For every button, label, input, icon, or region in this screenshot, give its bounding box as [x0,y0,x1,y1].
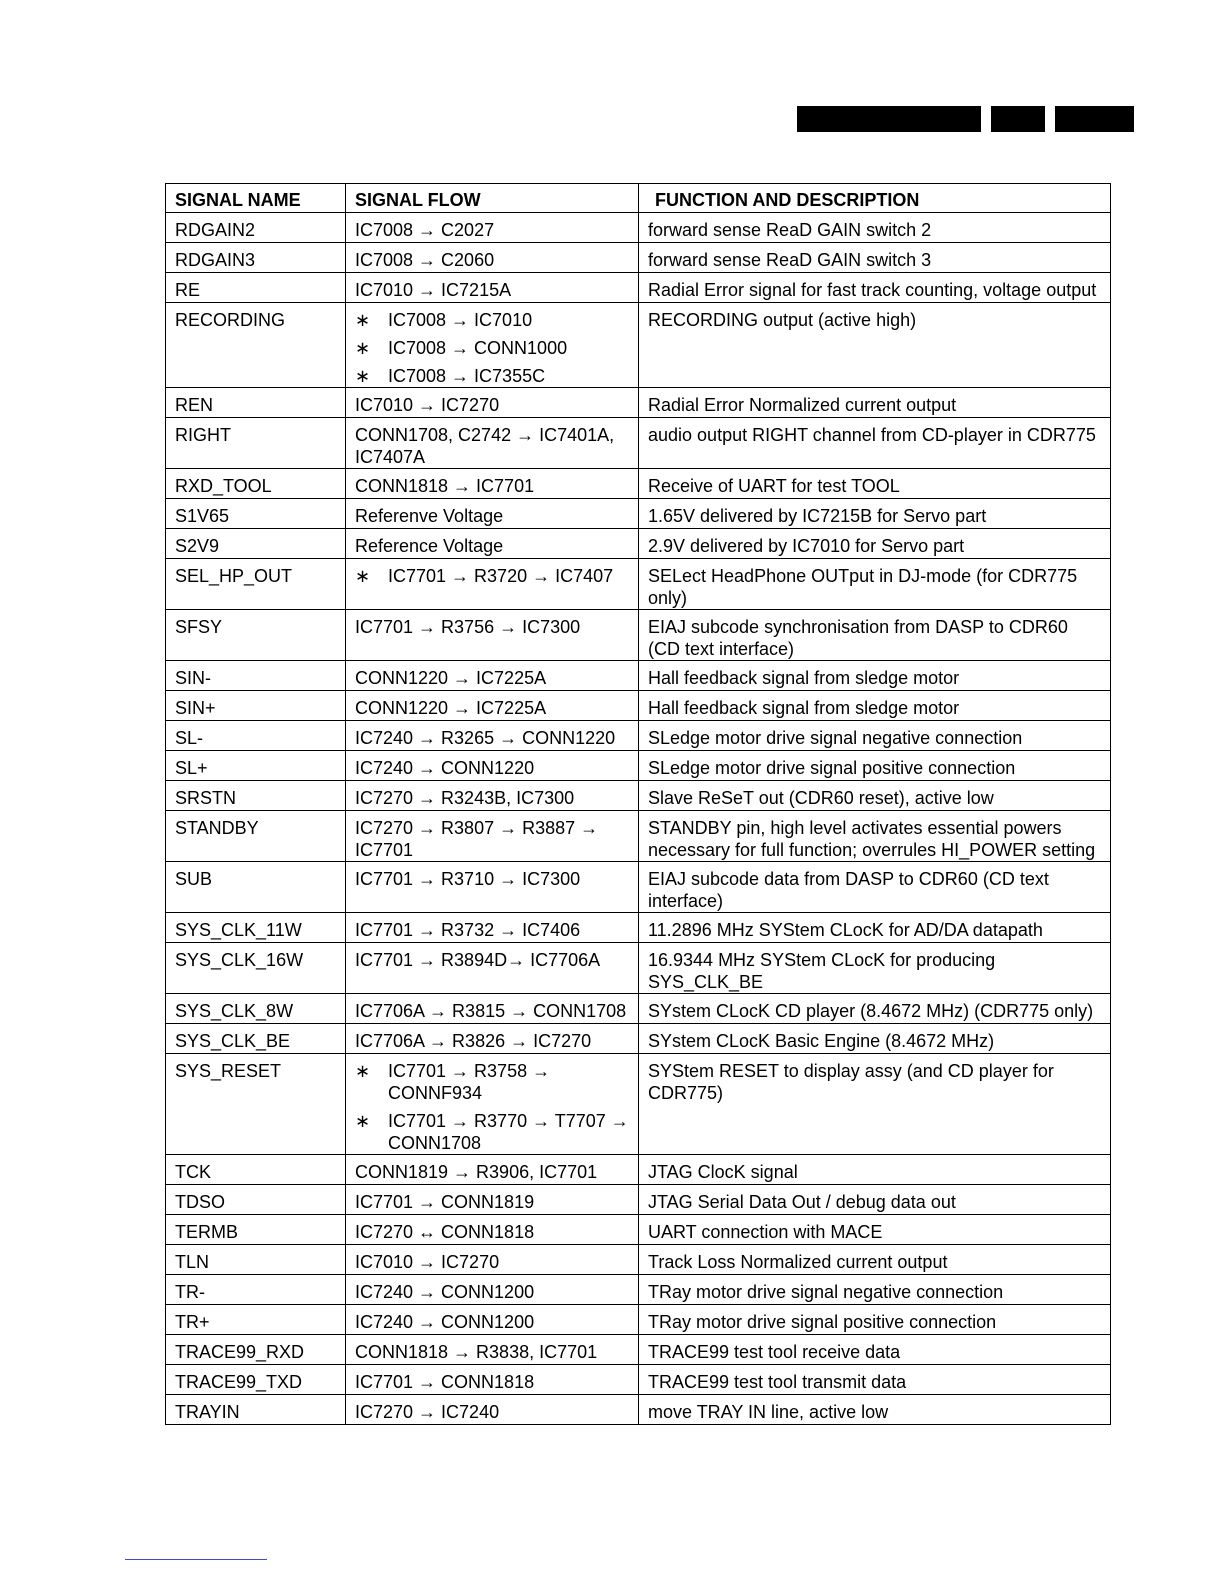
description-cell: Slave ReSeT out (CDR60 reset), active low [639,781,1111,811]
signal-flow-cell: CONN1220 → IC7225A [346,691,639,721]
signal-table [165,183,1111,1425]
table-row [166,1215,1111,1245]
signal-flow-cell: IC7240 → CONN1200 [346,1305,639,1335]
table-row [166,1275,1111,1305]
signal-flow-cell: IC7270 → R3243B, IC7300 [346,781,639,811]
signal-flow-bullet: ∗ IC7008 → IC7355C [355,365,629,387]
description-cell: SLedge motor drive signal positive connection [639,751,1111,781]
signal-name-cell: TLN [166,1245,346,1275]
footer-link-underline [125,1559,267,1560]
table-row [166,610,1111,661]
description-cell: Track Loss Normalized current output [639,1245,1111,1275]
description-cell: Hall feedback signal from sledge motor [639,691,1111,721]
signal-name-cell: TERMB [166,1215,346,1245]
table-row [166,1305,1111,1335]
table-row [166,913,1111,943]
signal-flow-cell: IC7701 → R3710 → IC7300 [346,862,639,913]
table-row [166,273,1111,303]
signal-name-cell: REN [166,388,346,418]
description-cell: TRACE99 test tool receive data [639,1335,1111,1365]
table-row [166,862,1111,913]
table-row [166,213,1111,243]
signal-name-cell: TR- [166,1275,346,1305]
description-cell: SYstem CLocK Basic Engine (8.4672 MHz) [639,1024,1111,1054]
signal-name-cell: SYS_CLK_8W [166,994,346,1024]
signal-name-cell: TRAYIN [166,1395,346,1425]
table-row [166,1185,1111,1215]
signal-flow-cell: Referenve Voltage [346,499,639,529]
description-cell: audio output RIGHT channel from CD-player in CDR775 [639,418,1111,469]
table-row [166,994,1111,1024]
signal-name-cell: TR+ [166,1305,346,1335]
description-cell: TRay motor drive signal negative connection [639,1275,1111,1305]
signal-flow-cell: IC7270 ↔ CONN1818 [346,1215,639,1245]
signal-flow-bullet: ∗ IC7008 → CONN1000 [355,337,629,359]
table-row [166,499,1111,529]
signal-flow-cell: IC7701 → CONN1819 [346,1185,639,1215]
signal-name-cell: STANDBY [166,811,346,862]
signal-name-cell: S1V65 [166,499,346,529]
column-header-signal-flow: SIGNAL FLOW [346,184,639,213]
table-row [166,1395,1111,1425]
signal-flow-cell: IC7010 → IC7270 [346,1245,639,1275]
description-cell: forward sense ReaD GAIN switch 2 [639,213,1111,243]
table-row [166,529,1111,559]
description-cell: RECORDING output (active high) [639,303,1111,388]
signal-flow-cell [346,303,639,388]
signal-flow-bullet: ∗ IC7008 → IC7010 [355,309,629,331]
table-row [166,1245,1111,1275]
signal-name-cell: S2V9 [166,529,346,559]
header-black-bar [991,106,1045,132]
table-row [166,303,1111,388]
description-cell: move TRAY IN line, active low [639,1395,1111,1425]
signal-flow-cell: IC7701 → R3894D→ IC7706A [346,943,639,994]
signal-name-cell: RE [166,273,346,303]
header-black-bar [1055,106,1134,132]
description-cell: EIAJ subcode synchronisation from DASP to CDR60 (CD text interface) [639,610,1111,661]
table-header-row [166,184,1111,213]
signal-flow-cell: IC7701 → R3756 → IC7300 [346,610,639,661]
signal-flow-cell [346,559,639,610]
description-cell: UART connection with MACE [639,1215,1111,1245]
table-row [166,388,1111,418]
signal-flow-cell: CONN1708, C2742 → IC7401A, IC7407A [346,418,639,469]
description-cell: STANDBY pin, high level activates essential powers necessary for full function; overrules HI_POWER setting [639,811,1111,862]
description-cell: 11.2896 MHz SYStem CLocK for AD/DA datapath [639,913,1111,943]
signal-flow-cell: IC7270 → R3807 → R3887 → IC7701 [346,811,639,862]
signal-name-cell: TDSO [166,1185,346,1215]
description-cell: TRACE99 test tool transmit data [639,1365,1111,1395]
description-cell: 1.65V delivered by IC7215B for Servo part [639,499,1111,529]
signal-name-cell: SRSTN [166,781,346,811]
description-cell: Receive of UART for test TOOL [639,469,1111,499]
description-cell: SLedge motor drive signal negative connection [639,721,1111,751]
signal-name-cell: RECORDING [166,303,346,388]
table-row [166,943,1111,994]
description-cell: Radial Error Normalized current output [639,388,1111,418]
description-cell: SYStem RESET to display assy (and CD player for CDR775) [639,1054,1111,1155]
signal-flow-cell: IC7706A → R3815 → CONN1708 [346,994,639,1024]
table-row [166,811,1111,862]
signal-flow-bullet: ∗ IC7701 → R3770 → T7707 → CONN1708 [355,1110,629,1154]
table-row [166,1365,1111,1395]
signal-flow-cell: IC7008 → C2060 [346,243,639,273]
signal-name-cell: RDGAIN2 [166,213,346,243]
table-row [166,721,1111,751]
signal-name-cell: TRACE99_TXD [166,1365,346,1395]
signal-flow-cell: CONN1819 → R3906, IC7701 [346,1155,639,1185]
table-row [166,1054,1111,1155]
signal-flow-cell: IC7240 → R3265 → CONN1220 [346,721,639,751]
table-row [166,1335,1111,1365]
signal-name-cell: SUB [166,862,346,913]
signal-name-cell: SYS_CLK_BE [166,1024,346,1054]
column-header-function: FUNCTION AND DESCRIPTION [639,184,1111,213]
description-cell: JTAG Serial Data Out / debug data out [639,1185,1111,1215]
signal-flow-cell: IC7240 → CONN1200 [346,1275,639,1305]
signal-name-cell: SL+ [166,751,346,781]
table-row [166,469,1111,499]
table-row [166,751,1111,781]
signal-flow-cell: CONN1818 → IC7701 [346,469,639,499]
description-cell: 16.9344 MHz SYStem CLocK for producing SYS_CLK_BE [639,943,1111,994]
signal-flow-cell [346,1054,639,1155]
signal-flow-cell: IC7701 → R3732 → IC7406 [346,913,639,943]
description-cell: forward sense ReaD GAIN switch 3 [639,243,1111,273]
column-header-signal-name: SIGNAL NAME [166,184,346,213]
description-cell: EIAJ subcode data from DASP to CDR60 (CD text interface) [639,862,1111,913]
table-row [166,691,1111,721]
signal-name-cell: SYS_RESET [166,1054,346,1155]
signal-name-cell: SFSY [166,610,346,661]
description-cell: TRay motor drive signal positive connection [639,1305,1111,1335]
description-cell: Radial Error signal for fast track counting, voltage output [639,273,1111,303]
signal-name-cell: SEL_HP_OUT [166,559,346,610]
signal-name-cell: SYS_CLK_11W [166,913,346,943]
signal-flow-bullet: ∗ IC7701 → R3720 → IC7407 [355,565,629,587]
table-row [166,243,1111,273]
description-cell: Hall feedback signal from sledge motor [639,661,1111,691]
table-row [166,661,1111,691]
signal-name-cell: RIGHT [166,418,346,469]
signal-flow-cell: IC7701 → CONN1818 [346,1365,639,1395]
table-row [166,1024,1111,1054]
description-cell: SYstem CLocK CD player (8.4672 MHz) (CDR775 only) [639,994,1111,1024]
signal-name-cell: TCK [166,1155,346,1185]
signal-name-cell: SIN+ [166,691,346,721]
header-black-bar [797,106,981,132]
table-row [166,781,1111,811]
signal-flow-cell: CONN1220 → IC7225A [346,661,639,691]
signal-flow-cell: CONN1818 → R3838, IC7701 [346,1335,639,1365]
signal-flow-cell: IC7270 → IC7240 [346,1395,639,1425]
signal-flow-cell: IC7008 → C2027 [346,213,639,243]
signal-name-cell: SIN- [166,661,346,691]
description-cell: 2.9V delivered by IC7010 for Servo part [639,529,1111,559]
description-cell: JTAG ClocK signal [639,1155,1111,1185]
table-row [166,559,1111,610]
signal-flow-bullet: ∗ IC7701 → R3758 → CONNF934 [355,1060,629,1104]
table-row [166,418,1111,469]
table-row [166,1155,1111,1185]
signal-name-cell: TRACE99_RXD [166,1335,346,1365]
signal-flow-cell: IC7706A → R3826 → IC7270 [346,1024,639,1054]
signal-name-cell: SL- [166,721,346,751]
signal-flow-cell: IC7240 → CONN1220 [346,751,639,781]
signal-name-cell: SYS_CLK_16W [166,943,346,994]
signal-name-cell: RDGAIN3 [166,243,346,273]
signal-flow-cell: Reference Voltage [346,529,639,559]
signal-flow-cell: IC7010 → IC7215A [346,273,639,303]
description-cell: SELect HeadPhone OUTput in DJ-mode (for CDR775 only) [639,559,1111,610]
signal-flow-cell: IC7010 → IC7270 [346,388,639,418]
signal-name-cell: RXD_TOOL [166,469,346,499]
